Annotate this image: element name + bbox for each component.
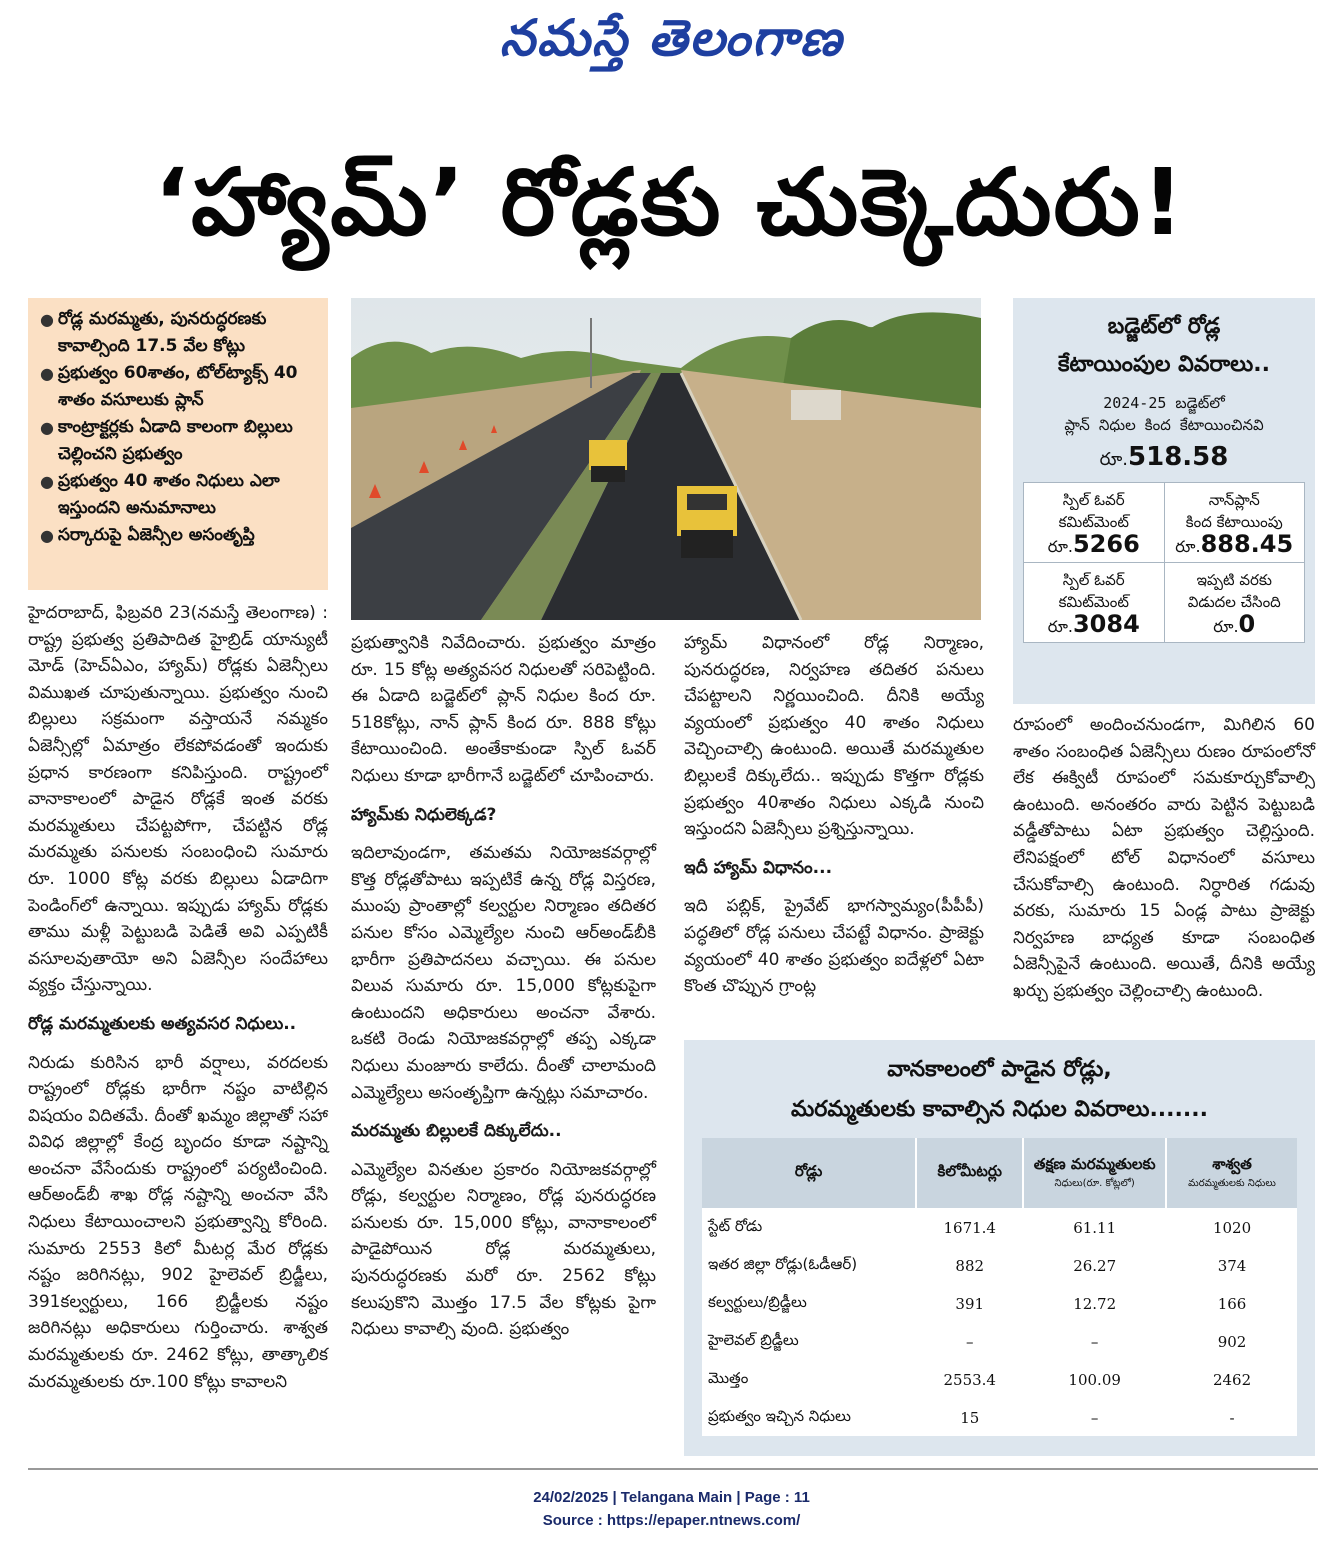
highlight-item: ● కాంట్రాక్టర్లకు ఏడాది కాలంగా బిల్లులు చెల్లించని ప్రభుత్వం xyxy=(36,414,322,468)
road-photo-image xyxy=(351,298,981,620)
roads-title: వానకాలంలో పాడైన రోడ్లు, xyxy=(887,1057,1112,1082)
budget-cell: ఇప్పటి వరకు విడుదల చేసింది రూ.0 xyxy=(1164,563,1305,643)
article-paragraph: రూపంలో అందించనుండగా, మిగిలిన 60 శాతం సంబంధిత ఏజెన్సీలు రుణం రూపంలోనో లేక ఈక్విటీ రూపంలో సమకూర్చుకోవాల్సి ఉంటుంది. అనంతరం వారు పెట్టిన పెట్టుబడి వడ్డీతోపాటు ఏటా ప్రభుత్వం చెల్లిస్తుంది. లేనిపక్షంలో టోల్ విధానంలో వసూలు చేసుకోవాల్సి ఉంటుంది. నిర్ధారిత గడువు వరకు, సుమారు 15 ఏండ్ల పాటు ప్రాజెక్టు నిర్వహణ బాధ్యత కూడా సంబంధిత ఏజెన్సీపైనే ఉంటుంది. అయితే, దీనికి అయ్యే ఖర్చు ప్రభుత్వం చెల్లించాల్సి ఉంటుంది. xyxy=(1013,715,1315,1001)
bullet-icon: ● xyxy=(40,364,54,383)
bullet-icon: ● xyxy=(40,472,54,491)
bullet-icon: ● xyxy=(40,526,54,545)
article-subheading: రోడ్ల మరమ్మతులకు అత్యవసర నిధులు.. xyxy=(28,1013,297,1034)
footer-source-line[interactable]: Source : https://epaper.ntnews.com/ xyxy=(542,1512,801,1529)
masthead-logo: నమస్తే తెలంగాణ xyxy=(499,8,844,67)
table-row: మొత్తం 2553.4 100.09 2462 xyxy=(702,1361,1297,1399)
table-row: కల్వర్టులు/బ్రిడ్జీలు 391 12.72 166 xyxy=(702,1285,1297,1323)
article-subheading: మరమ్మతు బిల్లులకే దిక్కులేదు.. xyxy=(351,1121,562,1142)
article-column-4 xyxy=(1013,712,1315,1005)
article-column-2 xyxy=(351,630,656,1343)
divider xyxy=(28,1468,1318,1470)
highlight-item: ● రోడ్ల మరమ్మతు, పునరుద్ధరణకు కావాల్సింది 17.5 వేల కోట్లు xyxy=(36,306,322,360)
table-row: హైలెవల్ బ్రిడ్జీలు – – 902 xyxy=(702,1323,1297,1361)
table-header: తక్షణ మరమ్మతులకు నిధులు(రూ. కోట్లలో) xyxy=(1023,1138,1166,1209)
budget-grid xyxy=(1023,482,1305,643)
table-row: ప్రభుత్వం ఇచ్చిన నిధులు 15 – - xyxy=(702,1399,1297,1436)
article-paragraph: హ్యామ్ విధానంలో రోడ్ల నిర్మాణం, పునరుద్ధరణ, నిర్వహణ తదితర పనులు చేపట్టాలని నిర్ణయించింది. దీనికి అయ్యే వ్యయంలో ప్రభుత్వం 40 శాతం నిధులు వెచ్చించాల్సి ఉంటుంది. అయితే మరమ్మతుల బిల్లులకే దిక్కులేదు.. ఇప్పుడు కొత్తగా రోడ్లకు ప్రభుత్వం 40శాతం నిధులు ఎక్కడి నుంచి ఇస్తుందని ఏజెన్సీలు ప్రశ్నిస్తున్నాయి. xyxy=(684,633,984,840)
highlight-item: ● ప్రభుత్వం 60శాతం, టోల్‌ట్యాక్స్ 40 శాతం వసూలుకు ప్లాన్ xyxy=(36,360,322,414)
budget-title-2: కేటాయింపుల వివరాలు.. xyxy=(1057,352,1270,377)
bullet-icon: ● xyxy=(40,310,54,329)
article-paragraph: ప్రభుత్వానికి నివేదించారు. ప్రభుత్వం మాత్రం రూ. 15 కోట్ల అత్యవసర నిధులతో సరిపెట్టింది. ఈ ఏడాది బడ్జెట్‌లో ప్లాన్ నిధుల కింద రూ. 518కోట్లు, నాన్ ప్లాన్ కింద రూ. 888 కోట్లు కేటాయించింది. అంతేకాకుండా స్పిల్ ఓవర్ నిధులు కూడా భారీగానే బడ్జెట్‌లో చూపించారు. xyxy=(351,633,656,786)
budget-title: బడ్జెట్‌లో రోడ్ల xyxy=(1107,314,1221,339)
article-subheading: హ్యామ్‌కు నిధులెక్కడ? xyxy=(351,804,497,825)
article-paragraph: ఇదిలావుండగా, తమతమ నియోజకవర్గాల్లో కొత్త రోడ్లతోపాటు ఇప్పటికే ఉన్న రోడ్ల విస్తరణ, ముంపు ప్రాంతాల్లో కల్వర్టుల నిర్మాణం తదితర పనుల కోసం ఎమ్మెల్యేల నుంచి ఆర్‌అండ్‌బీకి భారీగా ప్రతిపాదనలు వచ్చాయి. ఈ పనుల విలువ సుమారు రూ. 15,000 కోట్లకుపైగా ఉంటుందని అధికారులు అంచనా వేశారు. ఒకటి రెండు నియోజకవర్గాల్లో తప్ప ఎక్కడా నిధులు మంజూరు కాలేదు. దీంతో చాలామంది ఎమ్మెల్యేలు అసంతృప్తిగా ఉన్నట్లు సమాచారం. xyxy=(351,843,656,1103)
roads-table xyxy=(702,1138,1297,1436)
road-photo xyxy=(351,298,981,620)
headline: ‘హ్యామ్’ రోడ్లకు చుక్కెదురు! xyxy=(154,149,1186,256)
roads-title-2: మరమ్మతులకు కావాల్సిన నిధుల వివరాలు....... xyxy=(791,1097,1208,1122)
table-header: కిలోమీటర్లు xyxy=(916,1138,1023,1209)
budget-box xyxy=(1013,298,1315,704)
article-paragraph: ఎమ్మెల్యేల వినతుల ప్రకారం నియోజకవర్గాల్లో రోడ్లు, కల్వర్టుల నిర్మాణం, రోడ్ల పునరుద్ధరణ పనులకు రూ. 15,000 కోట్లు, వానాకాలంలో పాడైపోయిన రోడ్ల మరమ్మతులు, పునరుద్ధరణకు మరో రూ. 2562 కోట్లు కలుపుకొని మొత్తం 17.5 వేల కోట్లకు పైగా నిధులు కావాల్సి వుంది. ప్రభుత్వం xyxy=(351,1159,656,1340)
highlight-item: ● సర్కారుపై ఏజెన్సీల అసంతృప్తి xyxy=(36,522,322,549)
table-row: ఇతర జిల్లా రోడ్లు(ఓడీఆర్) 882 26.27 374 xyxy=(702,1247,1297,1285)
article-subheading: ఇదీ హ్యామ్ విధానం... xyxy=(684,857,833,878)
article-paragraph: నిరుడు కురిసిన భారీ వర్షాలు, వరదలకు రాష్ట్రంలో రోడ్లకు భారీగా నష్టం వాటిల్లిన విషయం విదితమే. దీంతో ఖమ్మం జిల్లాతో సహా వివిధ జిల్లాల్లో కేంద్ర బృందం కూడా నష్టాన్ని అంచనా వేసేందుకు రాష్ట్రంలో పర్యటించింది. ఆర్‌అండ్‌బీ శాఖ రోడ్ల నష్టాన్ని అంచనా వేసి నిధులు కేటాయించాలని ప్రభుత్వాన్ని కోరింది. సుమారు 2553 కిలో మీటర్ల మేర రోడ్లకు నష్టం జరిగినట్లు, 902 హైలెవల్ బ్రిడ్జీలు, 391కల్వర్టులు, 166 బ్రిడ్జీలకు నష్టం జరిగినట్లు అధికారులు గుర్తించారు. శాశ్వత మరమ్మతులకు రూ. 2462 కోట్లు, తాత్కాలిక మరమ్మతులకు రూ.100 కోట్లు కావాలని xyxy=(28,1052,328,1392)
roads-table-box xyxy=(684,1040,1315,1456)
table-header: రోడ్లు xyxy=(702,1138,916,1209)
highlights-box xyxy=(28,298,328,590)
plan-amount: రూ.518.58 xyxy=(1099,442,1229,472)
article-column-1 xyxy=(28,600,328,1395)
footer-date-line: 24/02/2025 | Telangana Main | Page : 11 xyxy=(533,1489,810,1506)
budget-cell: నాన్‌ప్లాన్ కింద కేటాయింపు రూ.888.45 xyxy=(1164,483,1305,563)
article-paragraph: హైదరాబాద్, ఫిబ్రవరి 23(నమస్తే తెలంగాణ) : రాష్ట్ర ప్రభుత్వ ప్రతిపాదిత హైబ్రిడ్ యాన్యుటీ మోడ్ (హెచ్‌ఏఎం, హ్యామ్) రోడ్లకు ఏజెన్సీలు విముఖత చూపుతున్నాయి. ప్రభుత్వం నుంచి బిల్లులు సక్రమంగా వస్తాయనే నమ్మకం ఏజెన్సీల్లో ఏమాత్రం లేకపోవడంతో ఇందుకు ప్రధాన కారణంగా కనిపిస్తుంది. రాష్ట్రంలో వానాకాలంలో పాడైన రోడ్లకే ఇంత వరకు మరమ్మతులు చేపట్టపోగా, చేపట్టిన రోడ్ల మరమ్మతు పనులకు సంబంధించి సుమారు రూ. 1000 కోట్ల వరకు బిల్లులు ఏడాదిగా పెండింగ్‌లో ఉన్నాయి. ఇప్పుడు హ్యామ్ రోడ్లకు తాము మళ్లీ పెట్టుబడి పెడితే అవి ఎప్పటికీ వసూలవుతాయో అని ఏజెన్సీల సందేహాలు వ్యక్తం చేస్తున్నాయి. xyxy=(28,603,328,996)
bullet-icon: ● xyxy=(40,418,54,437)
budget-subtitle-2: ప్లాన్ నిధుల కింద కేటాయించినవి xyxy=(1064,416,1264,434)
budget-cell: స్పిల్ ఓవర్ కమిట్‌మెంట్ రూ.5266 xyxy=(1024,483,1165,563)
table-header: శాశ్వత మరమ్మతులకు నిధులు xyxy=(1166,1138,1297,1209)
highlight-item: ● ప్రభుత్వం 40 శాతం నిధులు ఎలా ఇస్తుందని అనుమానాలు xyxy=(36,468,322,522)
budget-subtitle: 2024-25 బడ్జెట్‌లో xyxy=(1103,394,1225,412)
budget-cell: స్పిల్ ఓవర్ కమిట్‌మెంట్ రూ.3084 xyxy=(1024,563,1165,643)
table-row: స్టేట్ రోడు 1671.4 61.11 1020 xyxy=(702,1209,1297,1247)
article-column-3 xyxy=(684,630,984,1000)
article-paragraph: ఇది పబ్లిక్, ప్రైవేట్ భాగస్వామ్యం(పీపీపీ) పద్ధతిలో రోడ్ల పనులు చేపట్టే విధానం. ప్రాజెక్టు వ్యయంలో 40 శాతం ప్రభుత్వం ఐదేళ్లలో ఏటా కొంత చొప్పున గ్రాంట్ల xyxy=(684,896,984,997)
